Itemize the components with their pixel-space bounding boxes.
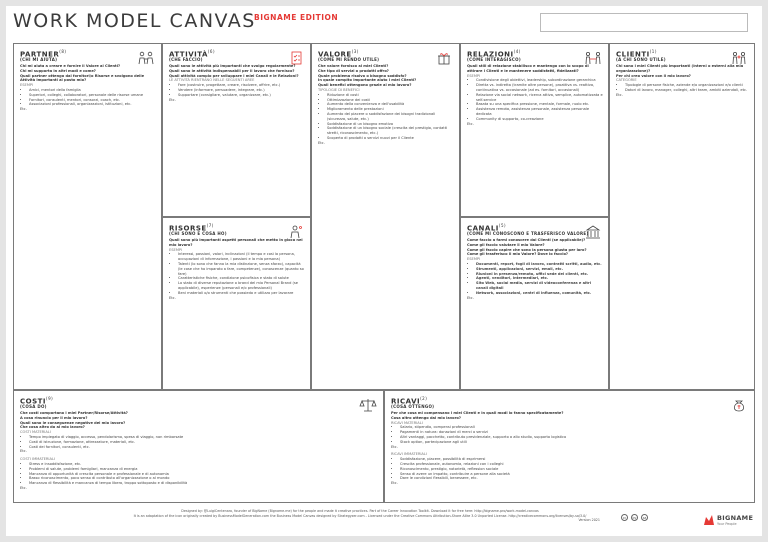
- list-item: • Amici, mentori della famiglia: [29, 88, 156, 93]
- list-item: • Dare le condizioni flessibili, benessere, etc.: [400, 476, 749, 481]
- question: Che cosa altro do al mio lavoro?: [20, 425, 85, 430]
- block-subtitle: (COME MI RENDO UTILE): [318, 57, 380, 62]
- question: Per che cosa mi compensano i miei Clienti e in quali modi lo fanno specificatamente?: [391, 411, 564, 415]
- people-icon: [137, 50, 155, 64]
- question: Come gli faccio valutare il mio Valore?: [467, 242, 545, 247]
- list-item: • Aumento della convenienza e dell'usabilità: [327, 102, 454, 107]
- bigname-logo: [703, 512, 761, 528]
- list-item: • Assistenza remota, assistenza personale, assistenza personale dedicata: [476, 107, 603, 117]
- section-label: RICAVI IMMATERIALI: [391, 452, 427, 457]
- list-item: • Altri vantaggi, pacchetto, contributo previdenziale, supporto a allo studio, supporto logistico: [400, 435, 749, 440]
- block-subtitle: (CHI SONO E COSA HO): [169, 231, 227, 236]
- list-item: • Relazione via social network, ricerca attiva, semplice, automatizzata e self-service: [476, 93, 603, 103]
- list-item: • Tipologie di persone fisiche, aziende e/o organizzazioni e/o clienti: [625, 83, 749, 88]
- list-item: • Soddisfazione di un bisogno sociale (crescita del prestigio, contatti stretti, riconoscimento, etc.): [327, 126, 454, 136]
- logo-mark-icon: [703, 514, 715, 526]
- list-item: • Tempo impiegato di viaggio, accesso, pendolarismo, spesa di viaggio, non rimborsate: [29, 435, 378, 440]
- question: Che costi comportano i miei Partner/Risorse/Attività?: [20, 411, 128, 415]
- list-item: • Supportare (consigliare, valutare, organizzare, etc.): [178, 93, 305, 98]
- block-title: RISORSE$^{(7)}$: [169, 223, 214, 233]
- block-clienti: [609, 43, 755, 390]
- list-item: • Documenti, report, fogli di lavoro, contratti scritti, audio, etc.: [476, 262, 603, 267]
- logo-tagline: Your People: [717, 522, 737, 526]
- footer-line: Designed by: @LuigiCentenaro, founder of BigName (Bigname.me) for the people and made it creative practices. Part of the Career Innovation Toolkit. Download it for free here: http://bigname.pro/work-model-canvas: [181, 509, 539, 513]
- question: Quali sono le attività indispensabili per il lavoro che fornisco?: [169, 68, 295, 73]
- block-body: [318, 64, 454, 146]
- question: Chi mi supporta in altri modi e come?: [20, 68, 96, 73]
- section-label: LE ATTIVITÀ RIENTRANO NELLE SEGUENTI AREE: [169, 78, 255, 83]
- checklist-icon: [286, 50, 304, 64]
- money-bag-icon: [730, 397, 748, 411]
- list-item: • Riduzione di costi: [327, 93, 454, 98]
- list-item: • Fornitori, consulenti, mentori, consorzi, coach, etc.: [29, 98, 156, 103]
- block-body: [20, 64, 156, 112]
- question: Quali benefici ottengono grazie al mio lavoro?: [318, 83, 412, 88]
- block-subtitle: (CHE FACCIO): [169, 57, 203, 62]
- question: Che valore fornisco ai miei Clienti?: [318, 64, 389, 68]
- block-canali: [460, 217, 609, 390]
- list-item: • Basso riconoscimento, poco senso di contributo all'organizzazione o al mondo: [29, 476, 378, 481]
- question: Quali sono le attività più importanti che svolgo regolarmente?: [169, 64, 296, 68]
- block-attivita: [162, 43, 311, 217]
- list-item: • Basata su una specifica pressione, mentale, formale, ruolo etc.: [476, 102, 603, 107]
- block-title: RELAZIONI$^{(4)}$: [467, 49, 521, 59]
- list-item: • Agenti, venditori, intermediari, etc.: [476, 276, 603, 281]
- block-title: CLIENTI$^{(1)}$: [616, 49, 657, 59]
- block-subtitle: (COSA OTTENGO): [391, 404, 435, 409]
- block-relazioni: [460, 43, 609, 217]
- block-risorse: [162, 217, 311, 390]
- handshake-icon: [584, 50, 602, 64]
- cc-license-icon: cc: [622, 516, 627, 520]
- section-label: ESEMPI: [169, 247, 183, 252]
- question: Come faccio a farmi conoscere dai Clienti (se applicabile)?: [467, 238, 586, 242]
- question: Quale problema risolvo o bisogno soddisfo?: [318, 73, 407, 78]
- etc-text: Etc.: [467, 121, 474, 126]
- list-item: • Crescita professionale, autonomia, relazioni con i colleghi: [400, 462, 749, 467]
- cc-by-icon: by: [632, 516, 637, 520]
- list-item: • Soddisfazione, piacere, possibilità di esprimersi: [400, 457, 749, 462]
- list-item: • Strumenti, applicazioni, servizi, email, etc.: [476, 267, 603, 272]
- list-item: • Fare (costruire, progettare, creare, risolvere, offrire, etc.): [178, 83, 305, 88]
- customers-icon: [730, 50, 748, 64]
- block-body: [616, 64, 749, 98]
- question: A cosa rinuncio per il mio lavoro?: [20, 415, 88, 420]
- list-item: • Diretta vs. indiretta (tramite altre persone), proattiva vs. reattiva, continuativa vs. occasionale (ad es. fornitori, occasionali): [476, 83, 603, 93]
- block-ricavi: [384, 390, 755, 503]
- question: Che tipo di servizi o prodotti offro?: [318, 68, 389, 73]
- block-subtitle: (COME MI CONOSCONO E TRASFERISCO VALORE): [467, 231, 589, 236]
- list-item: • Beni materiali o/o strumenti che possiedo e utilizzo per lavorare: [178, 291, 305, 296]
- question: Chi mi aiuta a creare e fornire il Valore ai Clienti?: [20, 64, 121, 68]
- block-subtitle: (COME INTERAGISCO): [467, 57, 521, 62]
- question: Quali partner ottengo dai fornitori/o Risorse e svolgono delle Attività importanti al posto mio?: [20, 73, 145, 83]
- list-item: • Sito Web, social media, servizi di videoconferenza e altri canali digitali: [476, 281, 603, 291]
- list-item: • Community di supporto, co-creazione: [476, 117, 603, 122]
- section-label: RICAVI MATERIALI: [391, 420, 423, 425]
- list-item: • Riunioni in presenza/remoto, uffici sede dei clienti, etc.: [476, 272, 603, 277]
- block-title: ATTIVITÀ$^{(6)}$: [169, 49, 216, 59]
- list-item: • Problemi di salute, problemi famigliari, mancanza di energia: [29, 467, 378, 472]
- block-body: [169, 238, 305, 300]
- list-item: • Interessi, passioni, valori, inclinazioni (il tempo e così la persona, occupazioni di informazione, i passioni e la mia persona): [178, 252, 305, 262]
- question: Per chi creo valore con il mio lavoro?: [616, 73, 691, 78]
- block-subtitle: (COSA DO): [20, 404, 47, 409]
- question: Quali sono più importanti aspetti personali che metto in gioco nel mio lavoro?: [169, 238, 303, 247]
- list-item: • Superiori, colleghi, collaboratori, personale delle risorse umane: [29, 93, 156, 98]
- list-item: • Costi dei fornitori, consulenti, etc.: [29, 445, 378, 450]
- list-item: • Talenti (lo sono che fanno la mia distinzione, senza sforzo), capacità (le cose che ho imparato a fare, competenze), conoscenze (quanto so fare): [178, 262, 305, 276]
- section-label: TIPOLOGIE DI BENEFICI: [318, 87, 360, 92]
- list-item: • Soddisfazione di un bisogno emotivo: [327, 122, 454, 127]
- section-label: ESEMPI: [20, 83, 34, 88]
- etc-text: Etc.: [169, 97, 176, 102]
- block-body: [467, 64, 603, 126]
- etc-text: Etc.: [20, 107, 27, 112]
- footer-line: It is an adaptation of the icon originally created by BusinessModelGeneration.com the Business Model Canvas designed by Strategyzer.com - Licensed under the Creative Commons Attribution-Share Alike 3.0 Unported License. http://creativecommons.org/licenses/by-sa/3.0/: [133, 513, 587, 518]
- section-label: COSTI MATERIALI: [20, 430, 51, 435]
- page-title: WORK MODEL CANVAS: [13, 10, 256, 32]
- list-item: • Aumento del piacere o soddisfazione dei bisogni tradizionali (sicurezza, salute, etc.): [327, 112, 454, 122]
- etc-text: Etc.: [169, 295, 176, 300]
- block-valore: [311, 43, 460, 390]
- list-item: • Vendere (informare, persuadere, integrare, etc.): [178, 88, 305, 93]
- list-item: • Ottimizzazione dei costi: [327, 98, 454, 103]
- question: Quali stili di relazione stabilisco e mantengo con lo scopo di attirare i Clienti e le mantenere soddisfatti, fidelizzati?: [467, 64, 589, 73]
- list-item: • Condivisione degli obiettivi, leadership, subordinazione gerarchica: [476, 78, 603, 83]
- list-item: • Mancanza di opportunità di crescita personale e professionale e di autonomia: [29, 472, 378, 477]
- etc-text: Etc.: [391, 481, 398, 486]
- list-item: • Associazioni professionali, organizzazioni, istituzioni, etc.: [29, 102, 156, 107]
- block-costi: [13, 390, 384, 503]
- etc-text: Etc.: [20, 485, 27, 490]
- cc-sa-icon: sa: [642, 516, 647, 520]
- question: Cosa altro ottengo dal mio lavoro?: [391, 415, 461, 420]
- etc-text: Etc.: [20, 449, 27, 454]
- name-field[interactable]: [540, 13, 748, 32]
- question: In quale compito importante aiuto i miei Clienti?: [318, 78, 417, 83]
- block-title: PARTNER$^{(8)}$: [20, 49, 67, 59]
- block-title: COSTI$^{(9)}$: [20, 396, 54, 406]
- question: Come gli faccio capire che sono la persona giusta per loro?: [467, 247, 587, 252]
- list-item: • Pagamenti in natura: donazioni di merci o servizi: [400, 430, 749, 435]
- block-subtitle: (A CHI SONO UTILE): [616, 57, 666, 62]
- block-body: [169, 64, 305, 102]
- list-item: • Stock option, partecipazione agli utili: [400, 440, 749, 445]
- building-icon: [584, 224, 602, 238]
- etc-text: Etc.: [467, 295, 474, 300]
- list-item: • Stress e insoddisfazione, etc.: [29, 462, 378, 467]
- block-partner: [13, 43, 162, 390]
- question: Chi sono i miei Clienti più importanti (interni o esterni alla mia organizzazione)?: [616, 64, 744, 73]
- list-item: • Mancanza di flessibilità e mancanza di tempo libero, troppo sottoposto e di disponibilità: [29, 481, 378, 486]
- edition-label: BIGNAME EDITION: [254, 13, 339, 22]
- list-item: • Network, associazioni, centri di influenza, comunità, etc.: [476, 291, 603, 296]
- block-body: [391, 411, 749, 486]
- person-icon: [286, 224, 304, 238]
- section-label: COSTI IMMATERIALI: [20, 457, 55, 462]
- logo-name: BIGNAME: [717, 514, 754, 522]
- list-item: • Scoperta di prodotti o servizi nuovi per il Cliente: [327, 136, 454, 141]
- list-item: • Senso di avere un impatto, contribuire a persone alla società: [400, 472, 749, 477]
- list-item: • Caratteristiche fisiche, condizione psicofisica e stato di salute: [178, 276, 305, 281]
- gift-icon: [435, 50, 453, 64]
- section-label: CATEGORIE: [616, 78, 637, 83]
- scale-icon: [359, 397, 377, 411]
- etc-text: Etc.: [616, 92, 623, 97]
- block-body: [20, 411, 378, 491]
- section-label: ESEMPI: [467, 257, 481, 262]
- question: Quali sono le conseguenze negative del mio lavoro?: [20, 420, 126, 425]
- block-title: VALORE$^{(3)}$: [318, 49, 359, 59]
- list-item: • Datori di lavoro, manager, colleghi, altri team, ambiti aziendali, etc.: [625, 88, 749, 93]
- etc-text: Etc.: [318, 140, 325, 145]
- list-item: • Riconoscimento, prestigio, notorietà, reflession sociale: [400, 467, 749, 472]
- list-item: • Salario, stipendio, compensi professionali: [400, 425, 749, 430]
- list-item: • Costi di istruzione, formazione, attrezzature, materiali, etc.: [29, 440, 378, 445]
- footer-credits: [120, 509, 600, 523]
- block-body: [467, 238, 603, 300]
- block-subtitle: (CHI MI AIUTA): [20, 57, 58, 62]
- block-title: CANALI$^{(5)}$: [467, 223, 507, 233]
- etc-text: Etc.: [391, 444, 398, 449]
- block-title: RICAVI$^{(2)}$: [391, 396, 428, 406]
- list-item: • Miglioramento delle prestazioni: [327, 107, 454, 112]
- list-item: • Lo stato di diverse reputazione o brand del mio Personal Brand (se applicabile), esperienze (personali e/o professionali): [178, 281, 305, 291]
- question: Come gli trasferisco il mio Valore? Dove lo faccio?: [467, 252, 569, 257]
- version-label: Version 2021: [578, 518, 600, 523]
- question: Quali attività compio per sviluppare i miei Canali e le Relazioni?: [169, 73, 299, 78]
- section-label: ESEMPI: [467, 73, 481, 78]
